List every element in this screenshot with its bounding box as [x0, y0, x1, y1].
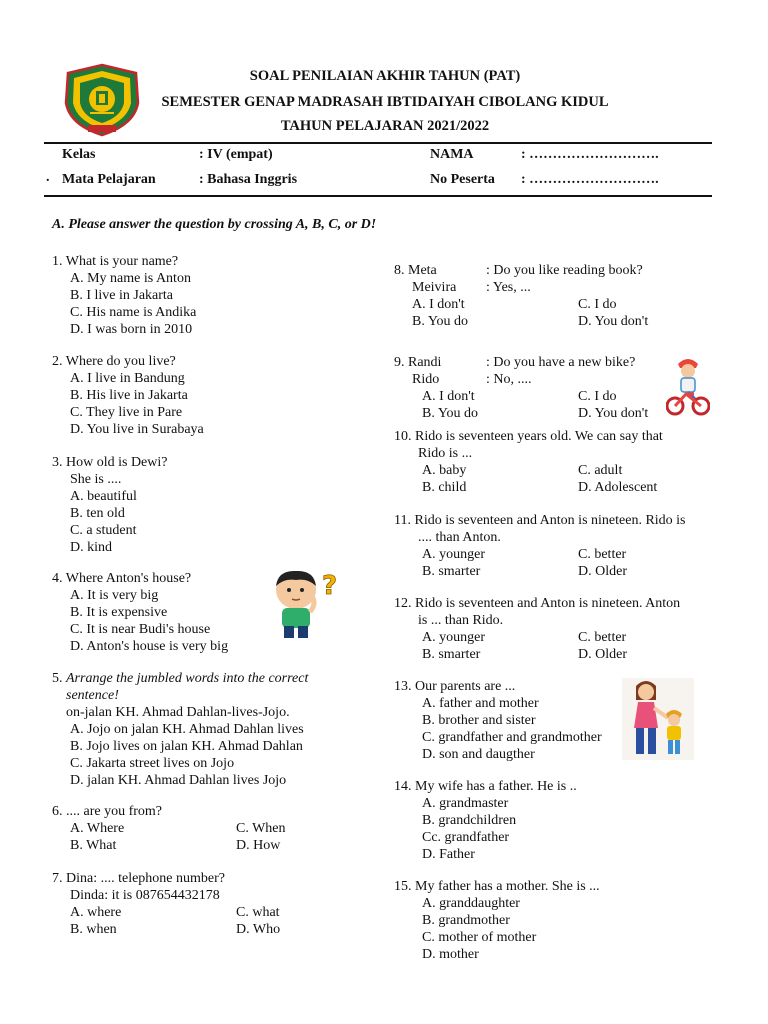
question-5: 5. Arrange the jumbled words into the correct sentence! on-jalan KH. Ahmad Dahlan-lives-Jojo. A. Jojo on jalan KH. Ahmad Dahlan lives B. Jojo lives on jalan KH. Ahmad Dahlan C. Jakarta street lives on Jojo D. jalan KH. Ahmad Dahlan lives Jojo — [52, 671, 309, 788]
child-on-bike-illustration — [666, 354, 710, 418]
peserta-value: : ………………………. — [521, 172, 659, 187]
header-divider-bottom — [44, 195, 712, 197]
kelas-label: Kelas — [62, 147, 96, 162]
title-line-2: SEMESTER GENAP MADRASAH IBTIDAIYAH CIBOLANG KIDUL — [161, 94, 609, 110]
kelas-value: : IV (empat) — [199, 147, 273, 162]
question-3: 3. How old is Dewi? She is .... A. beautiful B. ten old C. a student D. kind — [52, 455, 168, 555]
row-bullet: . — [46, 170, 50, 185]
question-11: 11. Rido is seventeen and Anton is nineteen. Rido is .... than Anton. A. younger C. better B. smarter D. Older — [394, 513, 686, 579]
question-8: 8. Meta : Do you like reading book? Meivira : Yes, ... A. I don't C. I do B. You do D. You don't — [394, 263, 649, 329]
nama-label: NAMA — [430, 147, 474, 162]
thinking-boy-illustration — [264, 568, 352, 642]
question-12: 12. Rido is seventeen and Anton is nineteen. Anton is ... than Rido. A. younger C. better B. smarter D. Older — [394, 596, 681, 662]
nama-value: : ………………………. — [521, 147, 659, 162]
question-9: 9. Randi : Do you have a new bike? Rido : No, .... A. I don't C. I do B. You do D. You don't — [394, 355, 649, 421]
title-line-1: SOAL PENILAIAN AKHIR TAHUN (PAT) — [249, 68, 521, 84]
mapel-value: : Bahasa Inggris — [199, 172, 298, 187]
mother-and-child-illustration — [622, 678, 694, 760]
question-1: 1. What is your name? A. My name is Anton B. I live in Jakarta C. His name is Andika D. I was born in 2010 — [52, 254, 197, 337]
question-14: 14. My wife has a father. He is .. A. grandmaster B. grandchildren Cc. grandfather D. Father — [394, 779, 577, 862]
question-6: 6. .... are you from? A. Where C. When B. What D. How — [52, 804, 286, 853]
question-7: 7. Dina: .... telephone number? Dinda: it is 087654432178 A. where C. what B. when D. Who — [52, 871, 281, 937]
question-13: 13. Our parents are ... A. father and mother B. brother and sister C. grandfather and grandmother D. son and daugther — [394, 679, 602, 762]
svg-text:?: ? — [322, 571, 338, 601]
mapel-label: Mata Pelajaran — [62, 172, 156, 187]
question-10: 10. Rido is seventeen years old. We can say that Rido is ... A. baby C. adult B. child D. Adolescent — [394, 429, 663, 495]
question-4: 4. Where Anton's house? A. It is very big B. It is expensive C. It is near Budi's house D. Anton's house is very big — [52, 571, 229, 654]
header-divider-top — [44, 142, 712, 144]
question-15: 15. My father has a mother. She is ... A. granddaughter B. grandmother C. mother of mother D. mother — [394, 879, 600, 962]
question-2: 2. Where do you live? A. I live in Bandung B. His live in Jakarta C. They live in Pare D. You live in Surabaya — [52, 354, 204, 437]
instruction: A. Please answer the question by crossing A, B, C, or D! — [52, 217, 377, 232]
peserta-label: No Peserta — [430, 172, 495, 187]
title-line-3: TAHUN PELAJARAN 2021/2022 — [280, 118, 490, 134]
